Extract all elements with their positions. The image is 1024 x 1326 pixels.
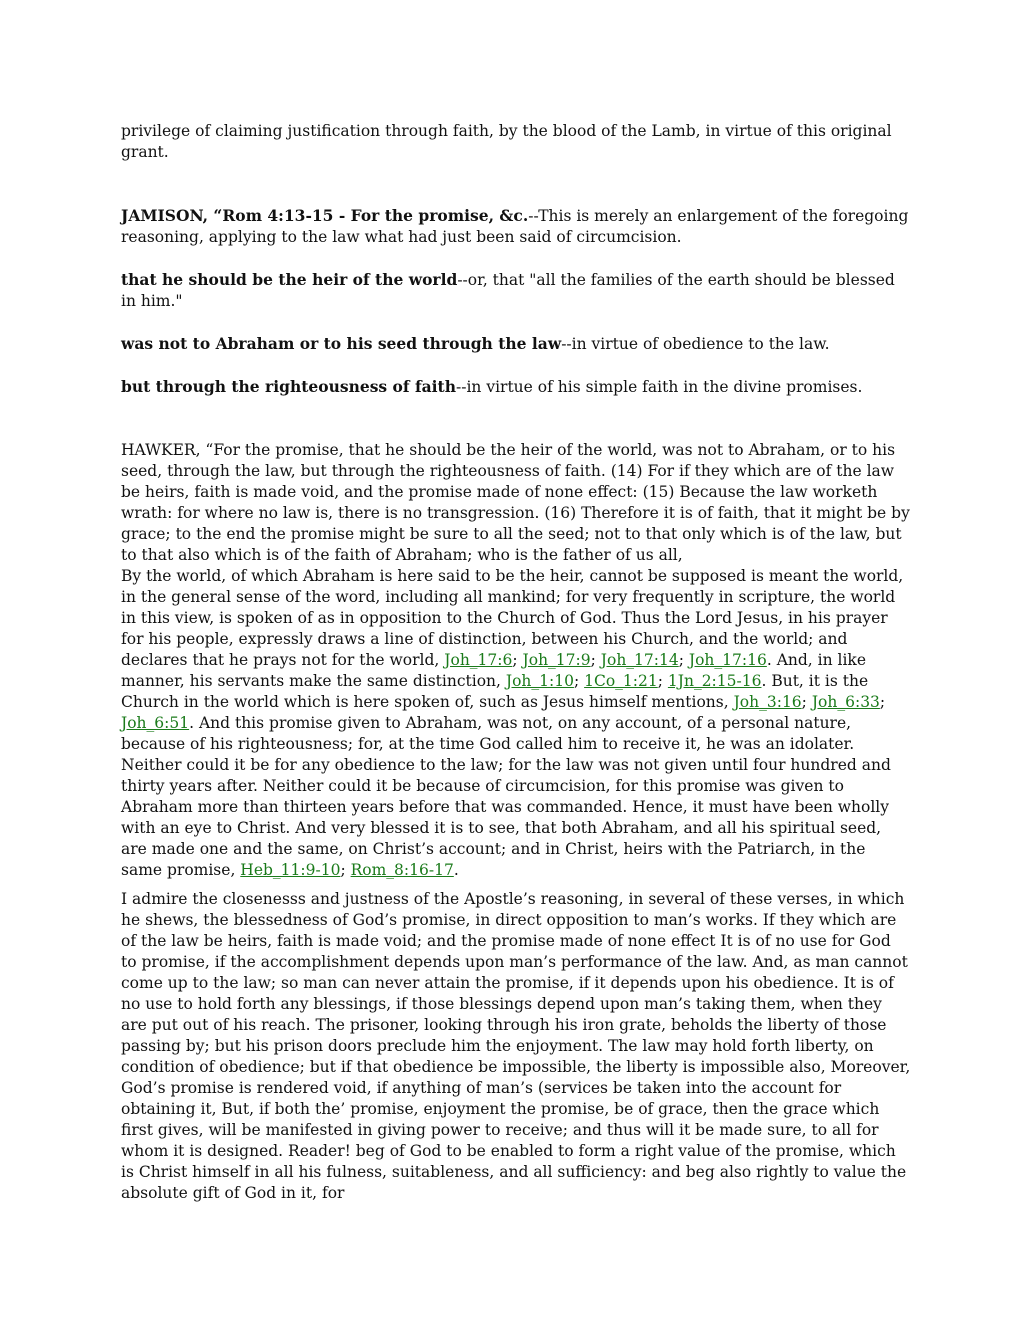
ref-link-rom-8-16[interactable]: Rom_8:16-17 [350,861,454,879]
jamison-heading: JAMISON, “Rom 4:13-15 - For the promise, &c. [121,206,529,225]
admire-paragraph: I admire the closenesss and justness of the Apostle’s reasoning, in several of these verses, in which he shews, the blessedness of God’s promise, in direct opposition to man’s works. If they which are of the law be heirs, faith is made void; and the promise made of none effect It is of no use for God to promise, if the accomplishment depends upon man’s performance of the law. And, as man cannot come up to the law; so man can never attain the promise, if it depends upon his obedience. It is of no use to hold forth any blessings, if those blessings depend upon man’s taking them, when they are put out of his reach. The prisoner, looking through his iron grate, beholds the liberty of those passing by; but his prison doors preclude him the enjoyment. The law may hold forth liberty, on condition of obedience; but if that obedience be impossible, the liberty is impossible also, Moreover, God’s promise is rendered void, if anything of man’s (services be taken into the account for obtaining it, But, if both the’ promise, enjoyment the promise, be of grace, then the grace which first gives, will be manifested in giving power to receive; and thus will it be made sure, to all for whom it is designed. Reader! beg of God to be enabled to form a right value of the promise, which is Christ himself in all his fulness, suitableness, and all sufficiency: and beg also rightly to value the absolute gift of God in it, for [121,890,911,1202]
ref-link-joh-3-16[interactable]: Joh_3:16 [733,693,802,711]
document-page [121,121,911,1204]
jamison-heading-paragraph: JAMISON, “Rom 4:13-15 - For the promise, &c.--This is merely an enlargement of the foregoing reasoning, applying to the law what had just been said of circumcision. [121,206,909,246]
ref-link-joh-17-9[interactable]: Joh_17:9 [522,651,591,669]
ref-link-joh-17-6[interactable]: Joh_17:6 [444,651,513,669]
ref-link-joh-17-14[interactable]: Joh_17:14 [600,651,679,669]
jamison-verse-3: but through the righteousness of faith--in virtue of his simple faith in the divine promises. [121,377,863,396]
ref-link-1jn-2-15[interactable]: 1Jn_2:15-16 [667,672,762,690]
intro-paragraph: privilege of claiming justification through faith, by the blood of the Lamb, in virtue of this original grant. [121,122,892,161]
hawker-verse-text: HAWKER, “For the promise, that he should be the heir of the world, was not to Abraham, or to his seed, through the law, but through the righteousness of faith. (14) For if they which are of the law be heirs, faith is made void, and the promise made of none effect: (15) Because the law worketh wrath: for where no law is, there is no transgression. (16) Therefore it is of faith, that it might be by grace; to the end the promise might be sure to all the seed; not to that only which is of the law, but to that also which is of the faith of Abraham; who is the father of us all, [121,441,910,564]
ref-link-joh-17-16[interactable]: Joh_17:16 [688,651,767,669]
jamison-verse-1: that he should be the heir of the world--or, that "all the families of the earth should be blessed in him." [121,270,895,310]
ref-link-heb-11-9[interactable]: Heb_11:9-10 [240,861,341,879]
ref-link-joh-6-51[interactable]: Joh_6:51 [121,714,190,732]
ref-link-joh-1-10[interactable]: Joh_1:10 [505,672,574,690]
ref-link-joh-6-33[interactable]: Joh_6:33 [811,693,880,711]
ref-link-1co-1-21[interactable]: 1Co_1:21 [584,672,658,690]
hawker-commentary: By the world, of which Abraham is here said to be the heir, cannot be supposed is meant the world, in the general sense of the word, including all mankind; for very frequently in scripture, the world in this view, is spoken of as in opposition to the Church of God. Thus the Lord Jesus, in his prayer for his people, expressly draws a line of distinction, between his Church, and the world; and declares that he prays not for the world, Joh_17:6; Joh_17:9; Joh_17:14; Joh_17:16. And, in like manner, his servants make the same distinction, Joh_1:10; 1Co_1:21; 1Jn_2:15-16. But, it is the Church in the world which is here spoken of, such as Jesus himself mentions, Joh_3:16; Joh_6:33; Joh_6:51. And this promise given to Abraham, was not, on any account, of a personal nature, because of his righteousness; for, at the time God called him to receive it, he was an idolater. Neither could it be for any obedience to the law; for the law was not given until four hundred and thirty years after. Neither could it be because of circumcision, for this promise was given to Abraham more than thirteen years before that was commanded. Hence, it must have been wholly with an eye to Christ. And very blessed it is to see, that both Abraham, and all his spiritual seed, are made one and the same, on Christ’s account; and in Christ, heirs with the Patriarch, in the same promise, Heb_11:9-10; Rom_8:16-17. [121,567,904,879]
jamison-verse-2: was not to Abraham or to his seed through the law--in virtue of obedience to the law. [121,334,830,353]
